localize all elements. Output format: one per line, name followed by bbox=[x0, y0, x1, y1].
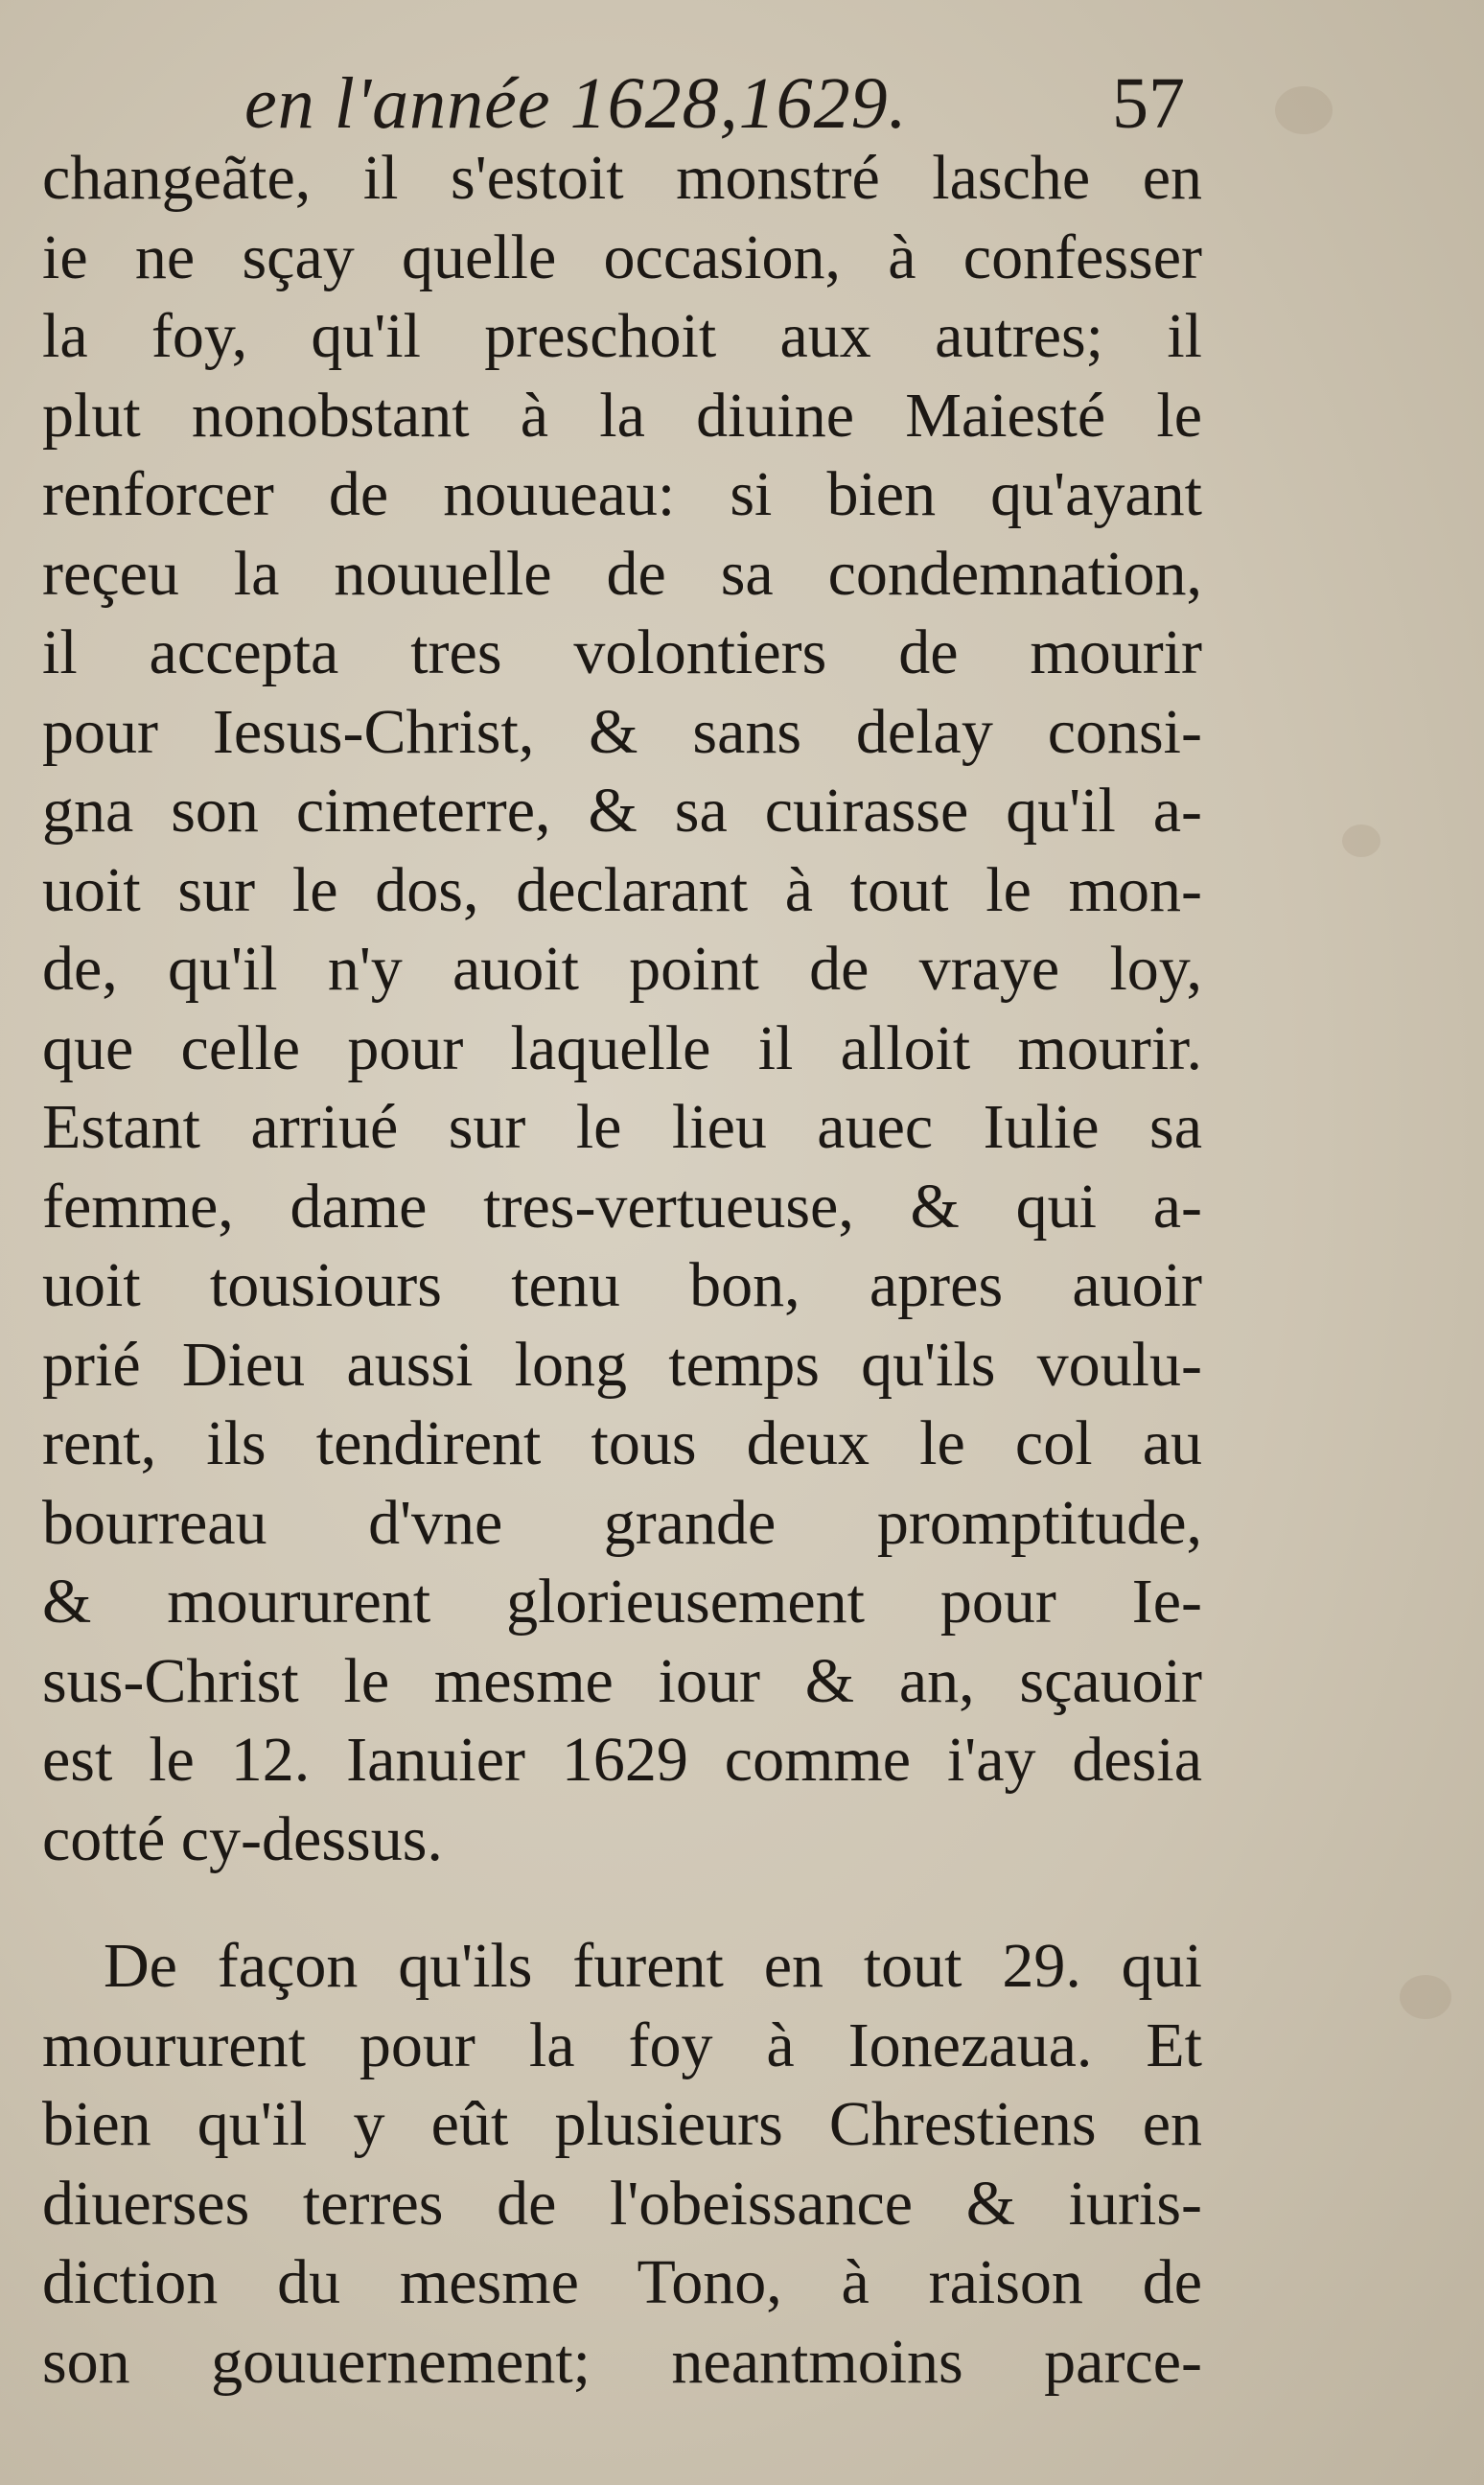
text-line: est le 12. Ianuier 1629 comme i'ay desia bbox=[42, 1725, 1202, 1795]
text-line: diction du mesme Tono, à raison de bbox=[42, 2247, 1202, 2317]
text-line: femme, dame tres-vertueuse, & qui a- bbox=[42, 1171, 1202, 1242]
text-line: cotté cy-dessus. bbox=[42, 1803, 443, 1874]
text-line: prié Dieu aussi long temps qu'ils voulu- bbox=[42, 1329, 1202, 1400]
text-line: sus-Christ le mesme iour & an, sçauoir bbox=[42, 1645, 1202, 1716]
running-head: en l'année 1628,1629. bbox=[244, 63, 908, 144]
text-line: de, qu'il n'y auoit point de vraye loy, bbox=[42, 934, 1202, 1004]
paper-stain bbox=[1342, 824, 1380, 857]
text-line: diuerses terres de l'obeissance & iuris- bbox=[42, 2168, 1202, 2239]
body-text bbox=[42, 139, 1202, 2402]
paper-stain bbox=[1400, 1975, 1451, 2019]
text-line: ie ne sçay quelle occasion, à confesser bbox=[42, 221, 1202, 292]
text-line: que celle pour laquelle il alloit mourir. bbox=[42, 1012, 1202, 1083]
text-line: changeãte, il s'estoit monstré lasche en bbox=[42, 143, 1202, 213]
text-line: il accepta tres volontiers de mourir bbox=[42, 617, 1202, 687]
text-line: renforcer de nouueau: si bien qu'ayant bbox=[42, 459, 1202, 529]
text-line: moururent pour la foy à Ionezaua. Et bbox=[42, 2009, 1202, 2080]
text-line: rent, ils tendirent tous deux le col au bbox=[42, 1408, 1202, 1478]
text-line: reçeu la nouuelle de sa condemnation, bbox=[42, 538, 1202, 609]
text-line: uoit sur le dos, declarant à tout le mon- bbox=[42, 854, 1202, 925]
text-line: De façon qu'ils furent en tout 29. qui bbox=[104, 1931, 1202, 2001]
page-number: 57 bbox=[1112, 63, 1185, 144]
text-line: bien qu'il y eût plusieurs Chrestiens en bbox=[42, 2089, 1202, 2159]
text-line: Estant arriué sur le lieu auec Iulie sa bbox=[42, 1092, 1202, 1162]
text-line: gna son cimeterre, & sa cuirasse qu'il a- bbox=[42, 776, 1202, 846]
text-line: uoit tousiours tenu bon, apres auoir bbox=[42, 1250, 1202, 1320]
text-line: son gouuernement; neantmoins parce- bbox=[42, 2326, 1202, 2397]
paragraph-break bbox=[42, 1879, 1202, 1927]
text-line: & moururent glorieusement pour Ie- bbox=[42, 1567, 1202, 1637]
text-line: plut nonobstant à la diuine Maiesté le bbox=[42, 380, 1202, 451]
text-line: bourreau d'vne grande promptitude, bbox=[42, 1487, 1202, 1558]
text-line: la foy, qu'il preschoit aux autres; il bbox=[42, 301, 1202, 371]
text-line: pour Iesus-Christ, & sans delay consi- bbox=[42, 696, 1202, 767]
